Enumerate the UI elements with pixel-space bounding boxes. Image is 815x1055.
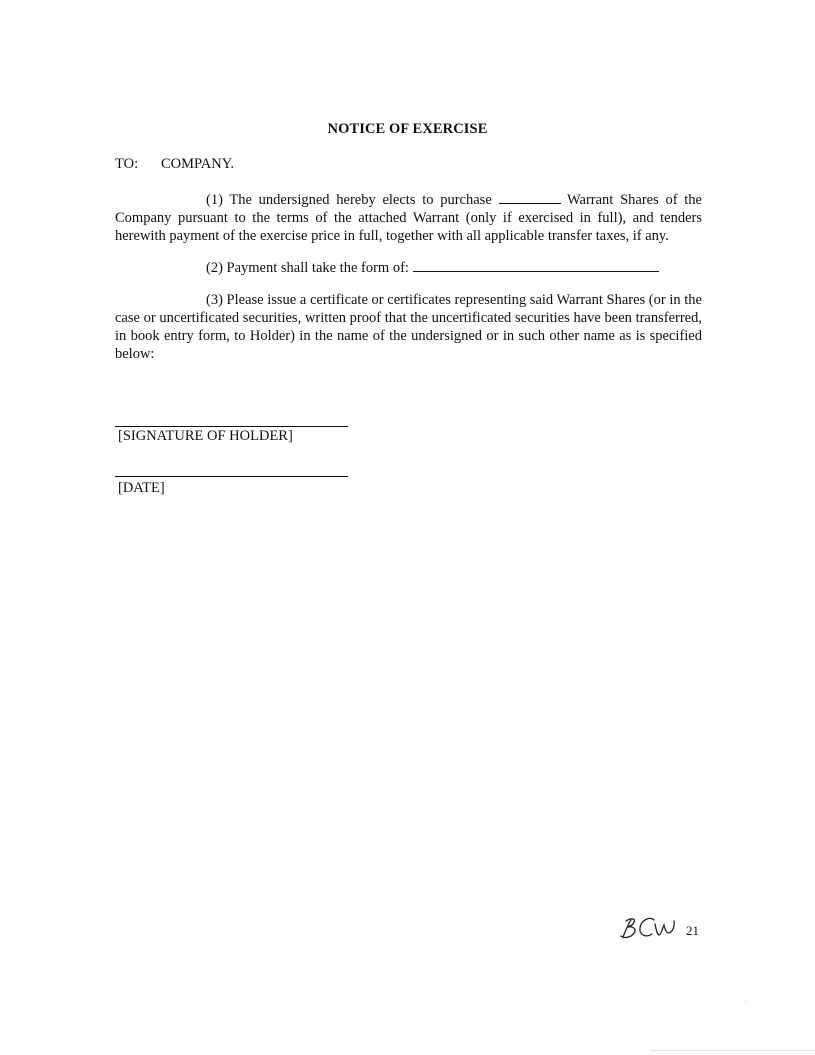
addressee-name: COMPANY. [161,156,234,172]
scan-edge [650,1050,815,1051]
payment-form-blank [413,259,659,272]
paragraph-purchase-election [115,191,702,245]
addressee-line [115,156,234,173]
scan-speck [745,1001,747,1002]
page-number: 21 [686,923,699,938]
document-title: NOTICE OF EXERCISE [327,121,488,137]
to-label: TO: [115,156,139,172]
paragraph-1-lead: (1) The undersigned hereby elects to purchase [206,192,492,208]
paragraph-issue-certificates: (3) Please issue a certificate or certificates representing said Warrant Shares (or in the case or uncertificated securities, written proof that the uncertificated securities have been transferred, in book entry form, to Holder) in the name of the undersigned or in such other name as is specified below: [115,292,702,362]
paragraph-payment-form [115,259,702,277]
date-label: [DATE] [118,480,165,496]
paragraph-1-rest: Warrant Shares of the Company pursuant to the terms of the attached Warrant (only if exercised in full), and tenders herewith payment of the exercise price in full, together with all applicable transfer taxes, if any. [115,192,702,244]
date-line [115,476,348,477]
warrant-shares-blank [499,191,561,204]
signature-line [115,426,348,427]
signature-label: [SIGNATURE OF HOLDER] [118,428,293,444]
handwritten-initials [619,913,681,943]
paragraph-2-text: (2) Payment shall take the form of: [206,260,409,276]
